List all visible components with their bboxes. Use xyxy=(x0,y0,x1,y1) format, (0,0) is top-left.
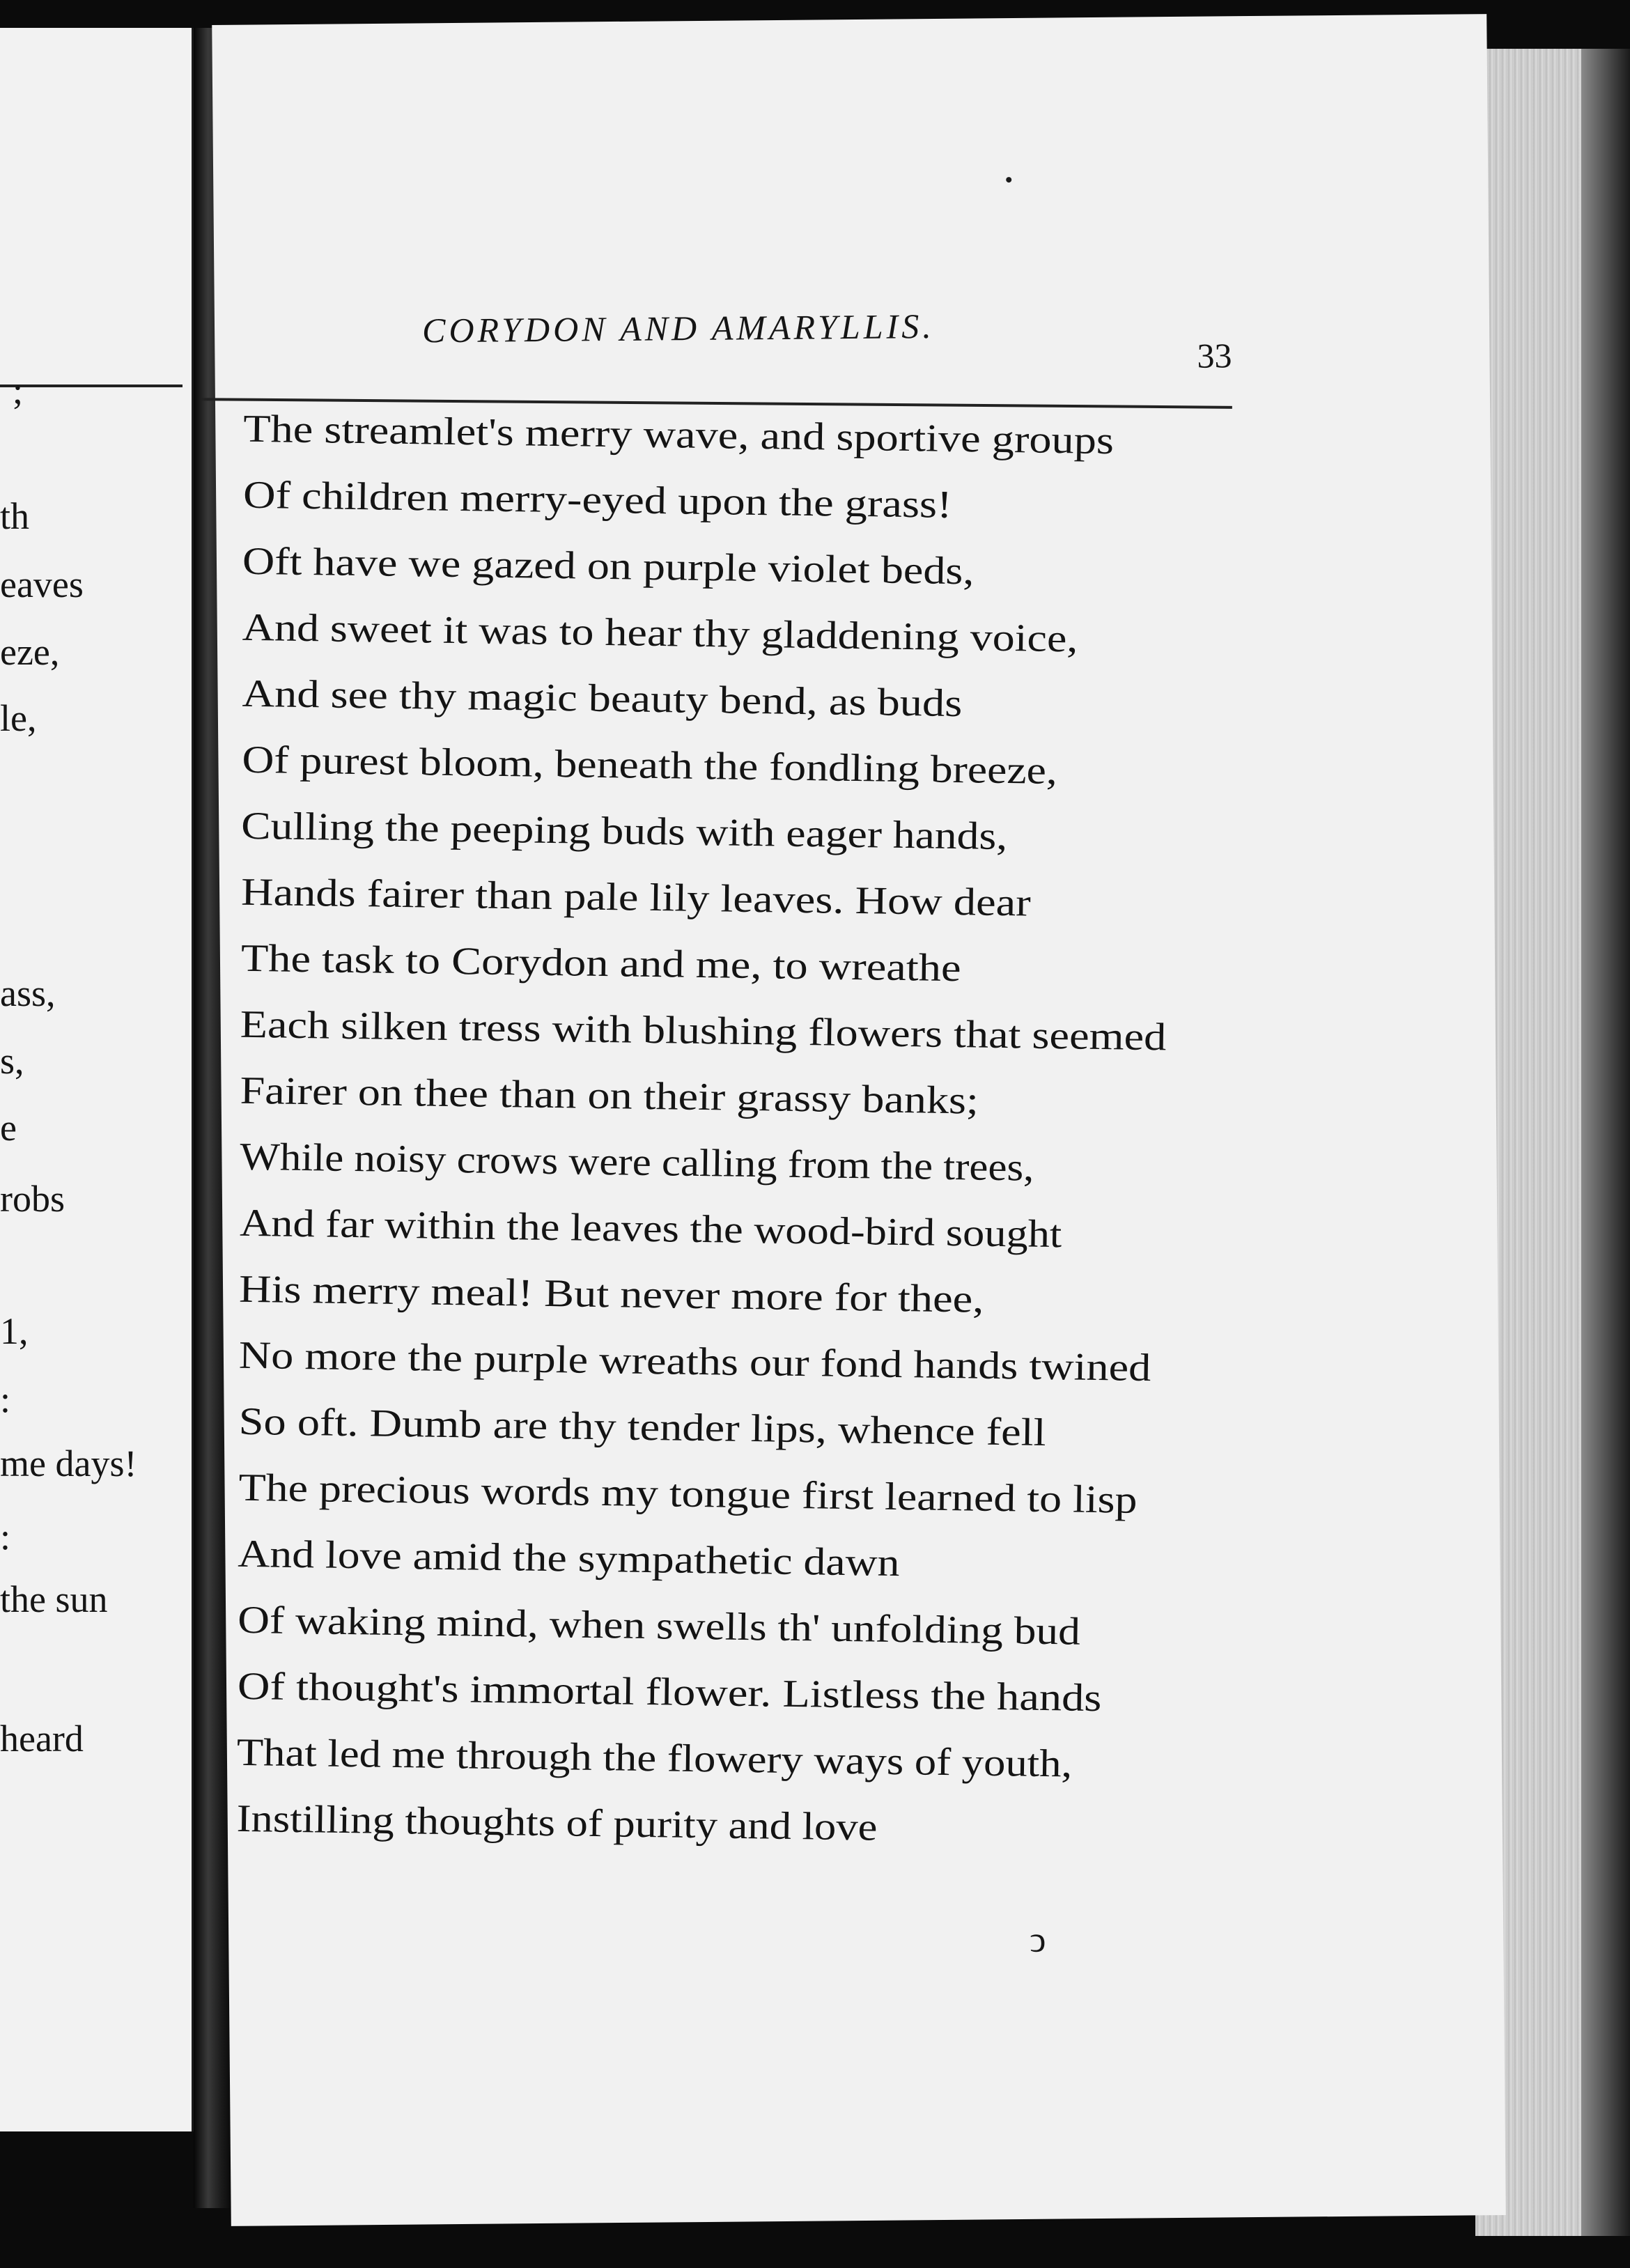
poem-line: The streamlet's merry wave, and sportive groups xyxy=(242,407,1115,463)
left-page-fragment: ; xyxy=(13,370,24,412)
page-edges-shadow xyxy=(1581,49,1630,2236)
poem-line: Of purest bloom, beneath the fondling breeze, xyxy=(241,738,1057,793)
left-page-fragment: s, xyxy=(0,1040,24,1082)
poem-line: So oft. Dumb are thy tender lips, whence fell xyxy=(238,1399,1046,1454)
poem-line: Fairer on thee than on their grassy banks; xyxy=(240,1069,979,1123)
header-rule xyxy=(201,398,1232,409)
left-page-fragment: eze, xyxy=(0,631,60,673)
poem-line: And see thy magic beauty bend, as buds xyxy=(242,671,963,726)
left-page-fragment: the sun xyxy=(0,1578,108,1620)
poem-line: While noisy crows were calling from the trees, xyxy=(239,1135,1034,1190)
left-page-fragment: e xyxy=(0,1107,17,1149)
left-page-fragment: ass, xyxy=(0,972,56,1014)
left-page-fragment: 1, xyxy=(0,1310,29,1352)
running-head: CORYDON AND AMARYLLIS. xyxy=(421,306,935,350)
left-page-fragment: : xyxy=(0,1378,11,1420)
poem-line: Instilling thoughts of purity and love xyxy=(236,1796,878,1849)
poem-line: Culling the peeping buds with eager hands, xyxy=(241,804,1008,859)
poem-line: Of children merry-eyed upon the grass! xyxy=(242,473,952,527)
right-page xyxy=(212,14,1506,2226)
ink-speck xyxy=(1006,177,1011,182)
page-number: 33 xyxy=(1197,336,1232,375)
poem-line: No more the purple wreaths our fond hands twined xyxy=(238,1333,1151,1390)
left-page-fragment: th xyxy=(0,495,30,537)
poem-line: The task to Corydon and me, to wreathe xyxy=(240,936,961,991)
left-page-fragment: robs xyxy=(0,1178,65,1220)
left-header-rule xyxy=(0,385,183,387)
poem-line: Of thought's immortal flower. Listless the hands xyxy=(237,1664,1102,1721)
left-facing-page xyxy=(0,28,196,2131)
left-page-fragment: le, xyxy=(0,697,37,739)
poem-line: Of waking mind, when swells th' unfolding bud xyxy=(237,1598,1081,1654)
left-page-fragment: heard xyxy=(0,1718,84,1760)
poem-line: Hands fairer than pale lily leaves. How dear xyxy=(240,870,1032,925)
left-page-fragment: me days! xyxy=(0,1443,137,1484)
poem-line: Oft have we gazed on purple violet beds, xyxy=(242,539,975,593)
poem-line: And love amid the sympathetic dawn xyxy=(238,1532,901,1585)
poem-line: The precious words my tongue first learned to lisp xyxy=(238,1466,1138,1522)
poem-line: And sweet it was to hear thy gladdening voice, xyxy=(242,605,1078,661)
poem-line: Each silken tress with blushing flowers that seemed xyxy=(240,1002,1167,1059)
poem-line: His merry meal! But never more for thee, xyxy=(239,1267,985,1321)
poem-line: That led me through the flowery ways of youth, xyxy=(236,1730,1073,1786)
left-page-fragment: eaves xyxy=(0,564,84,605)
poem-line: And far within the leaves the wood-bird sought xyxy=(239,1201,1062,1257)
left-page-fragment: : xyxy=(0,1516,11,1558)
bottom-mark: ↄ xyxy=(1030,1920,1046,1960)
